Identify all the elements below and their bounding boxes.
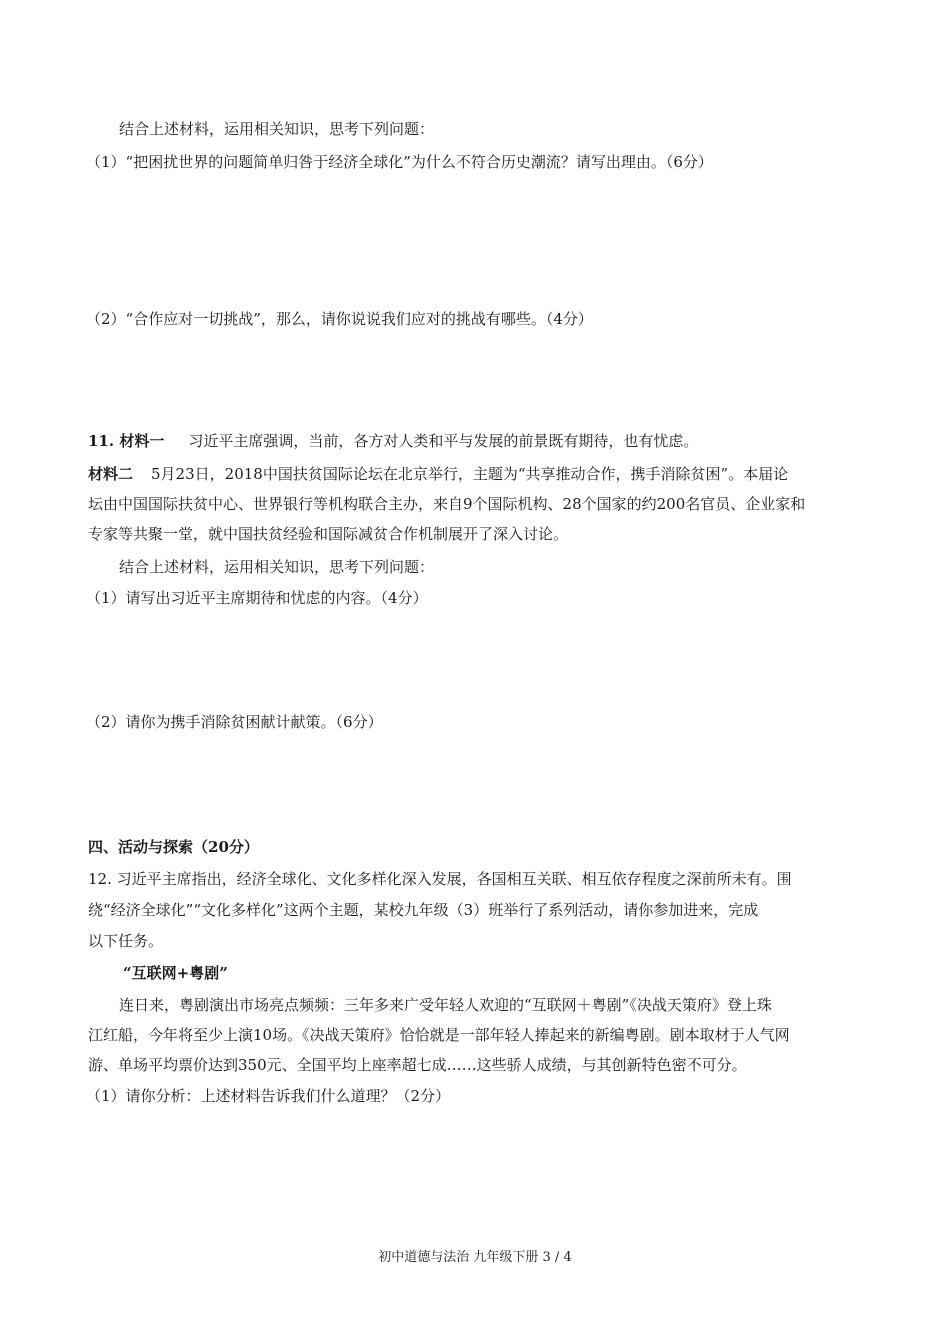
- q11-material-2-line1: 5月23日，2018中国扶贫国际论坛在北京举行，主题为“共享推动合作，携手消除贫困”。本届论: [151, 465, 789, 483]
- q10-sub1: （1）“把困扰世界的问题简单归咎于经济全球化”为什么不符合历史潮流？请写出理由。（6分）: [86, 153, 713, 171]
- q11-material-2-label: 材料二: [88, 465, 134, 483]
- q11-material-2-line3: 专家等共聚一堂，就中国扶贫经验和国际减贫合作机制展开了深入讨论。: [88, 525, 569, 543]
- q11-material-1-text: 习近平主席强调，当前，各方对人类和平与发展的前景既有期待，也有忧虑。: [188, 432, 699, 450]
- q12-topic-title: “互联网+粤剧”: [123, 964, 228, 982]
- q11-material-1-label: 11. 材料一: [88, 432, 165, 450]
- q11-material-2-line2: 坛由中国国际扶贫中心、世界银行等机构联合主办，来自9个国际机构、28个国家的约200名官员、企业家和: [88, 495, 806, 513]
- q12-line3: 以下任务。: [88, 932, 164, 950]
- q12-line2: 绕“经济全球化”“文化多样化”这两个主题，某校九年级（3）班举行了系列活动，请你参加进来，完成: [88, 901, 759, 919]
- q11-intro: 结合上述材料，运用相关知识，思考下列问题：: [119, 558, 435, 576]
- q12-line1: 12. 习近平主席指出，经济全球化、文化多样化深入发展，各国相互关联、相互依存程度之深前所未有。围: [88, 870, 792, 888]
- page-footer: 初中道德与法治 九年级下册 3 / 4: [378, 1250, 572, 1265]
- q12-para-line2: 江红船，今年将至少上演10场。《决战天策府》恰恰就是一部年轻人捧起来的新编粤剧。剧本取材于人气网: [88, 1026, 790, 1044]
- q12-para-line3: 游、单场平均票价达到350元、全国平均上座率超七成……这些骄人成绩，与其创新特色密不可分。: [88, 1056, 747, 1074]
- q12-sub1: （1）请你分析：上述材料告诉我们什么道理？（2分）: [86, 1087, 451, 1105]
- q11-sub1: （1）请写出习近平主席期待和忧虑的内容。（4分）: [86, 589, 428, 607]
- q10-sub2: （2）“合作应对一切挑战”，那么，请你说说我们应对的挑战有哪些。（4分）: [86, 310, 593, 328]
- q12-para-line1: 连日来，粤剧演出市场亮点频频：三年多来广受年轻人欢迎的“互联网＋粤剧”《决战天策府》登上珠: [119, 996, 772, 1014]
- q11-material-2: [88, 463, 788, 485]
- q11-sub2: （2）请你为携手消除贫困献计献策。（6分）: [86, 713, 383, 731]
- section-4-heading: 四、活动与探索（20分）: [88, 838, 259, 856]
- q10-intro: 结合上述材料，运用相关知识，思考下列问题：: [119, 120, 435, 138]
- q11-material-1: [88, 430, 698, 452]
